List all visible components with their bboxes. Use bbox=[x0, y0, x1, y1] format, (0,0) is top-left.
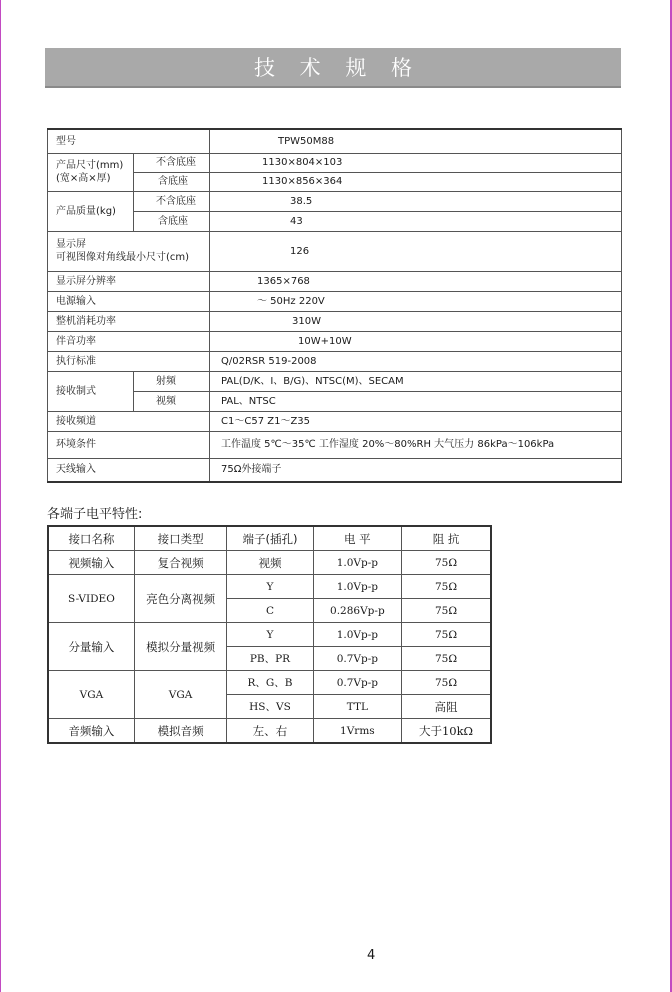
weight-without-base-label: 不含底座 bbox=[134, 191, 210, 211]
ports-table bbox=[47, 525, 492, 744]
power-value: ～ 50Hz 220V bbox=[210, 291, 622, 311]
env-value: 工作温度 5℃～35℃ 工作湿度 20%～80%RH 大气压力 86kPa～106kPa bbox=[210, 431, 622, 458]
table-row bbox=[48, 526, 491, 551]
table-row bbox=[48, 371, 622, 391]
title-banner bbox=[45, 48, 621, 88]
svideo-c-impedance: 75Ω bbox=[402, 599, 491, 623]
weight-with-base-label: 含底座 bbox=[134, 211, 210, 231]
size-without-base-label: 不含底座 bbox=[134, 153, 210, 172]
component-type: 模拟分量视频 bbox=[134, 623, 226, 671]
antenna-value: 75Ω外接端子 bbox=[210, 458, 622, 482]
header-terminal: 端子(插孔) bbox=[227, 526, 313, 551]
table-row bbox=[48, 458, 622, 482]
standard-label: 执行标准 bbox=[48, 351, 210, 371]
audio-input-type: 模拟音频 bbox=[134, 719, 226, 744]
reception-label: 接收制式 bbox=[48, 371, 134, 411]
size-label-line2: (宽×高×厚) bbox=[56, 173, 111, 184]
size-with-base-label: 含底座 bbox=[134, 172, 210, 191]
table-row bbox=[48, 551, 491, 575]
screen-label-line2: 可视图像对角线最小尺寸(cm) bbox=[56, 252, 190, 263]
weight-with-base-value: 43 bbox=[210, 211, 622, 231]
video-input-impedance: 75Ω bbox=[402, 551, 491, 575]
rf-label: 射频 bbox=[134, 371, 210, 391]
svideo-c-level: 0.286Vp-p bbox=[313, 599, 401, 623]
audio-power-label: 伴音功率 bbox=[48, 331, 210, 351]
table-row bbox=[48, 191, 622, 211]
consumption-value: 310W bbox=[210, 311, 622, 331]
page-title: 技 术 规 格 bbox=[253, 56, 422, 80]
table-row bbox=[48, 172, 622, 191]
power-label: 电源输入 bbox=[48, 291, 210, 311]
video-input-type: 复合视频 bbox=[134, 551, 226, 575]
page-edge-left bbox=[0, 0, 1, 992]
model-label: 型号 bbox=[48, 129, 210, 153]
screen-label-line1: 显示屏 bbox=[56, 239, 86, 250]
size-label bbox=[48, 153, 134, 191]
resolution-label: 显示屏分辨率 bbox=[48, 271, 210, 291]
component-y-terminal: Y bbox=[227, 623, 313, 647]
vga-name: VGA bbox=[48, 671, 134, 719]
resolution-value: 1365×768 bbox=[210, 271, 622, 291]
table-row bbox=[48, 391, 622, 411]
model-value: TPW50M88 bbox=[210, 129, 622, 153]
table-row bbox=[48, 719, 491, 744]
svideo-y-impedance: 75Ω bbox=[402, 575, 491, 599]
size-label-line1: 产品尺寸(mm) bbox=[56, 160, 124, 171]
size-with-base-value: 1130×856×364 bbox=[210, 172, 622, 191]
svideo-y-level: 1.0Vp-p bbox=[313, 575, 401, 599]
screen-label bbox=[48, 231, 210, 271]
table-row bbox=[48, 271, 622, 291]
channels-label: 接收频道 bbox=[48, 411, 210, 431]
weight-label: 产品质量(kg) bbox=[48, 191, 134, 231]
table-row bbox=[48, 331, 622, 351]
spec-table bbox=[47, 128, 622, 483]
component-pbpr-impedance: 75Ω bbox=[402, 647, 491, 671]
channels-value: C1～C57 Z1～Z35 bbox=[210, 411, 622, 431]
audio-input-terminal: 左、右 bbox=[227, 719, 313, 744]
table-row bbox=[48, 431, 622, 458]
component-name: 分量输入 bbox=[48, 623, 134, 671]
consumption-label: 整机消耗功率 bbox=[48, 311, 210, 331]
audio-input-name: 音频输入 bbox=[48, 719, 134, 744]
vga-sync-level: TTL bbox=[313, 695, 401, 719]
component-pbpr-terminal: PB、PR bbox=[227, 647, 313, 671]
vga-rgb-terminal: R、G、B bbox=[227, 671, 313, 695]
table-row bbox=[48, 291, 622, 311]
table-row bbox=[48, 311, 622, 331]
env-label: 环境条件 bbox=[48, 431, 210, 458]
video-input-terminal: 视频 bbox=[227, 551, 313, 575]
antenna-label: 天线输入 bbox=[48, 458, 210, 482]
audio-input-level: 1Vrms bbox=[313, 719, 401, 744]
screen-value: 126 bbox=[210, 231, 622, 271]
svideo-type: 亮色分离视频 bbox=[134, 575, 226, 623]
vga-rgb-level: 0.7Vp-p bbox=[313, 671, 401, 695]
ports-heading: 各端子电平特性: bbox=[47, 507, 143, 522]
vga-rgb-impedance: 75Ω bbox=[402, 671, 491, 695]
standard-value: Q/02RSR 519-2008 bbox=[210, 351, 622, 371]
size-without-base-value: 1130×804×103 bbox=[210, 153, 622, 172]
table-row bbox=[48, 211, 622, 231]
weight-without-base-value: 38.5 bbox=[210, 191, 622, 211]
component-y-level: 1.0Vp-p bbox=[313, 623, 401, 647]
page-number: 4 bbox=[367, 948, 376, 963]
table-row bbox=[48, 153, 622, 172]
header-interface-name: 接口名称 bbox=[48, 526, 134, 551]
svideo-c-terminal: C bbox=[227, 599, 313, 623]
vga-sync-terminal: HS、VS bbox=[227, 695, 313, 719]
video-label: 视频 bbox=[134, 391, 210, 411]
table-row bbox=[48, 623, 491, 647]
header-level: 电 平 bbox=[313, 526, 401, 551]
audio-power-value: 10W+10W bbox=[210, 331, 622, 351]
vga-type: VGA bbox=[134, 671, 226, 719]
audio-input-impedance: 大于10kΩ bbox=[402, 719, 491, 744]
table-row bbox=[48, 129, 622, 153]
svideo-name: S-VIDEO bbox=[48, 575, 134, 623]
component-y-impedance: 75Ω bbox=[402, 623, 491, 647]
table-row bbox=[48, 575, 491, 599]
vga-sync-impedance: 高阻 bbox=[402, 695, 491, 719]
rf-value: PAL(D/K、I、B/G)、NTSC(M)、SECAM bbox=[210, 371, 622, 391]
header-interface-type: 接口类型 bbox=[134, 526, 226, 551]
table-row bbox=[48, 351, 622, 371]
component-pbpr-level: 0.7Vp-p bbox=[313, 647, 401, 671]
table-row bbox=[48, 411, 622, 431]
svideo-y-terminal: Y bbox=[227, 575, 313, 599]
video-input-name: 视频输入 bbox=[48, 551, 134, 575]
table-row bbox=[48, 231, 622, 271]
video-value: PAL、NTSC bbox=[210, 391, 622, 411]
video-input-level: 1.0Vp-p bbox=[313, 551, 401, 575]
table-row bbox=[48, 671, 491, 695]
header-impedance: 阻 抗 bbox=[402, 526, 491, 551]
